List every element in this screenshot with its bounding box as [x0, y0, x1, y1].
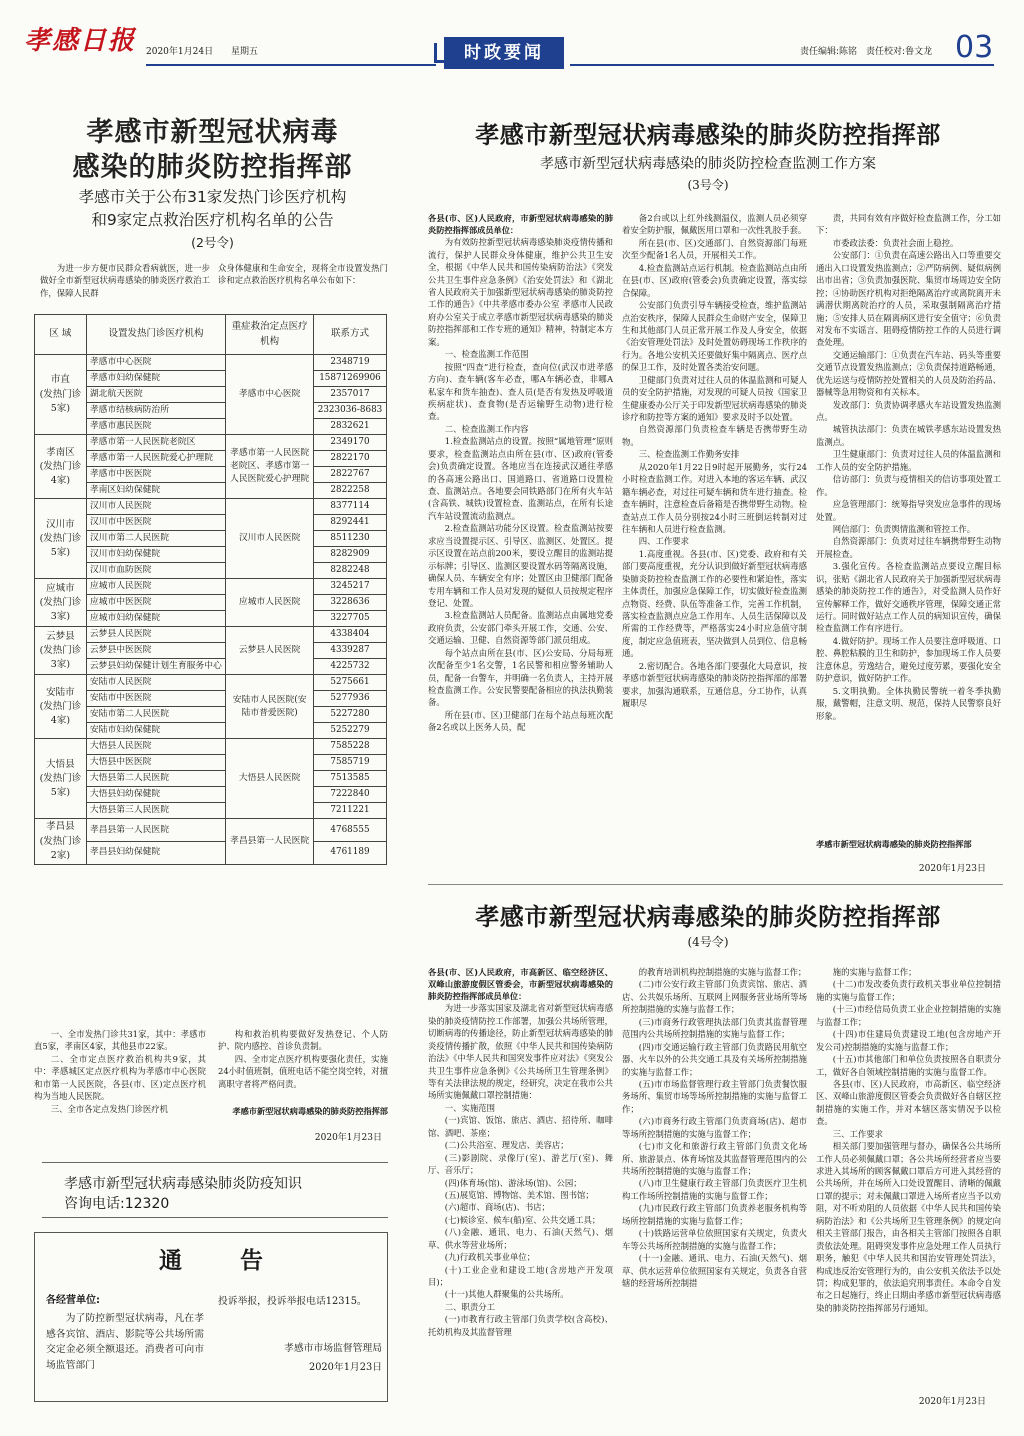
phone-cell: 2349170 [313, 435, 386, 451]
left-intro-col2: 众身体健康和生命安全，现将全市设置发热门诊和定点救治医疗机构名单公布如下： [218, 263, 388, 286]
left-intro-col1: 为进一步方便市民群众看病就医，进一步做好全市新型冠状病毒感染的肺炎医疗救治工作，保障人民群 [40, 263, 210, 298]
table-row [35, 842, 387, 865]
phone-cell: 4761189 [313, 842, 386, 865]
paragraph: 自然资源部门：负责对过往车辆携带野生动物开展检查。 [816, 536, 1001, 559]
phone-cell: 8282909 [313, 547, 386, 563]
phone-cell: 2822767 [313, 467, 386, 483]
paragraph: 卫生健康部门：负责对过往人员的体温监测和工作人员的安全防护措施。 [816, 449, 1001, 472]
clinic-cell: 湖北航天医院 [86, 387, 225, 403]
region-cell: 安陆市 (发热门诊 4家) [35, 675, 87, 739]
hospital-table [34, 314, 387, 865]
clinic-cell: 应城市妇幼保健院 [86, 611, 225, 627]
table-row [35, 611, 387, 627]
table-row [35, 771, 387, 787]
paragraph: 的教育培训机构控制措施的实施与监督工作； [638, 967, 807, 977]
paragraph: 二、职责分工 [444, 1301, 496, 1312]
table-row [35, 563, 387, 579]
paragraph: (十)工业企业和建设工地(含房地产开发项目)； [428, 1264, 613, 1288]
table-row [35, 643, 387, 659]
right-headline-4: 孝感市新型冠状病毒感染的肺炎防控指挥部 [475, 903, 941, 931]
designated-hospital-cell: 孝昌县第一人民医院 [226, 819, 314, 864]
left-headline-line2: 感染的肺炎防控指挥部 [72, 152, 353, 183]
table-row [35, 435, 387, 451]
designated-hospital-cell: 孝感市中心医院 [226, 355, 314, 435]
paragraph: 4.检查监测站点运行机制。检查监测站点由所在县(市、区)政府(管委会)负责确定设置，落实综合保障。 [622, 262, 807, 298]
phone-cell: 7585228 [313, 739, 386, 755]
table-row [35, 627, 387, 643]
clinic-cell: 大悟县人民医院 [86, 739, 225, 755]
paragraph: 卫健部门负责对过往人员的体温监测和可疑人员的安全防护措施，对发现的可疑人员按《国家卫生健康委办公厅关于印发新型冠状病毒感染的肺炎诊疗和防控等方案的通知》要求及时予以处置。 [622, 374, 807, 422]
clinic-cell: 安陆市中医医院 [86, 691, 225, 707]
hotline-title: 孝感市新型冠状病毒感染肺炎防疫知识 [64, 1176, 302, 1192]
paragraph: 发改部门：负责协调孝感火车站设置发热监测点。 [816, 399, 1001, 422]
left-headline-line1: 孝感市新型冠状病毒 [86, 117, 339, 148]
clinic-cell: 孝感市妇幼保健院 [86, 371, 225, 387]
phone-cell: 4768555 [313, 819, 386, 842]
paragraph: (四)体育场(馆)、游泳场(馆)、公园； [444, 1177, 582, 1188]
right-subtitle-3: 孝感市新型冠状病毒感染的肺炎防控检查监测工作方案 [540, 156, 876, 172]
region-cell: 云梦县 (发热门诊 3家) [35, 627, 87, 675]
issue-weekday: 星期五 [231, 47, 259, 57]
paragraph: 责，共同有效有序做好检查监测工作，分工如下： [816, 213, 1001, 236]
section-banner: 时政要闻 [444, 37, 564, 69]
article4-leadin: 各县(市、区)人民政府，市高新区、临空经济区、双峰山旅游度假区管委会，市新型冠状病毒感染的肺炎防控指挥部成员单位： [428, 967, 613, 1002]
paragraph: (六)超市、商场(店)、书店； [444, 1202, 550, 1213]
paragraph: 5.文明执勤。全体执勤民警统一着冬季执勤服，戴警帽，注意文明、规范，保持人民警察良好形象。 [816, 685, 1001, 721]
table-row [35, 659, 387, 675]
clinic-cell: 汉川市中医医院 [86, 515, 225, 531]
paragraph: 二、检查监测工作内容 [444, 423, 529, 434]
paragraph: (八)金融、通讯、电力、石油(天然气)、烟草、供水等营业场所； [428, 1227, 613, 1250]
article3-column2 [622, 212, 807, 710]
clinic-cell: 孝感市第一人民医院爱心护理院 [86, 451, 225, 467]
header-rule-right [570, 64, 994, 66]
left-signature-org: 孝感市新型冠状病毒感染的肺炎防控指挥部 [232, 1106, 388, 1116]
clinic-cell: 孝感市结核病防治所 [86, 403, 225, 419]
designated-hospital-cell: 汉川市人民医院 [226, 499, 314, 579]
clinic-cell: 汉川市人民医院 [86, 499, 225, 515]
paragraph: (八)市卫生健康行政主管部门负责医疗卫生机构工作场所控制措施的实施与监督工作； [622, 1178, 807, 1201]
paragraph: (二)市公安行政主管部门负责宾馆、旅店、酒店、公共娱乐场所、互联网上网服务营业场所等场所控制措施的实施与监督工作； [622, 979, 807, 1015]
table-row [35, 819, 387, 842]
paragraph: 2.检查监测站功能分区设置。检查监测站按要求应当设置提示区、引导区、监测区、处置区。提示区设置在站点前200米，要设立醒目的监测站提示标牌；引导区、监测区要设置水码等隔离设施，确保人员、车辆安全有序；处置区由卫健部门配备专用车辆和工作人员对发现的疑似人员按规定程序登记、处置。 [428, 523, 613, 608]
left-subtitle-line1: 孝感市关于公布31家发热门诊医疗机构 [78, 188, 347, 206]
article4-col1-body [428, 1002, 613, 1338]
phone-cell: 3227705 [313, 611, 386, 627]
header-rule-left [146, 64, 436, 66]
paragraph: 交通运输部门：①负责在汽车站、码头等重要交通节点设置发热监测点；②负责保持道路畅通，优先运送与疫情防控处置相关的人员及防治药品、器械等急用物资和有关标本。 [816, 349, 1001, 398]
paragraph: (七)市文化和旅游行政主管部门负责文化场所、旅游景点、体育场馆及其监督管理范围内的公共场所控制措施的实施与监督工作； [622, 1141, 807, 1176]
hotline-phone: 咨询电话:12320 [64, 1196, 170, 1212]
left-notes-col2 [218, 1028, 388, 1090]
paragraph: (九)市民政行政主管部门负责养老服务机构等场所控制措施的实施与监督工作； [622, 1203, 807, 1226]
table-row [35, 387, 387, 403]
paragraph: (十一)其他人群聚集的公共场所。 [444, 1289, 569, 1300]
table-row [35, 483, 387, 499]
editor-credits: 责任编辑:陈铭 责任校对:鲁文龙 [800, 47, 933, 57]
paragraph: 为有效防控新型冠状病毒感染肺炎疫情传播和流行，保护人民群众身体健康，维护公共卫生安全，根据《中华人民共和国传染病防治法》《突发公共卫生事件应急条例》《治安处罚法》和《湖北省人民政府关于加强新型冠状病毒感染的肺炎防控工作的通告》《中共孝感市委办公室 孝感市人民政府办公室关于成立孝感市新型冠状病毒感染的肺炎防控指挥部和工作专班的通知》精神，特制定本方案。 [428, 237, 613, 347]
clinic-cell: 孝昌县妇幼保健院 [86, 842, 225, 865]
phone-cell: 7585719 [313, 755, 386, 771]
table-row [35, 499, 387, 515]
notice-body-col2: 投诉举报，投诉举报电话12315。 [218, 1296, 367, 1307]
paragraph: (五)展览馆、博物馆、美术馆、图书馆； [444, 1189, 594, 1200]
region-cell: 应城市 (发热门诊 3家) [35, 579, 87, 627]
region-cell: 大悟县 (发热门诊 5家) [35, 739, 87, 819]
paragraph: 各县(市、区)人民政府，市高新区、临空经济区、双峰山旅游度假区管委会负责做好各自辖区控制措施的实施工作，并对本辖区落实情况予以检查。 [816, 1078, 1001, 1127]
phone-cell: 2323036-8683 [313, 403, 386, 419]
table-header-row [35, 315, 387, 355]
paragraph: (十二)市发改委负责行政机关事业单位控制措施的实施与监督工作； [816, 979, 1001, 1002]
region-cell: 孝南区 (发热门诊 4家) [35, 435, 87, 499]
phone-cell: 4338404 [313, 627, 386, 643]
table-row [35, 675, 387, 691]
paragraph: 按照“四查”进行检查，查向位(武汉市进孝感方向)、查车辆(客车必查，哪A车辆必查，非哪A私家车和货车抽查)、查人员(是否有发热及呼吸道疾病症状)、查食物(是否运输野生动物)进行检查。 [428, 361, 613, 422]
clinic-cell: 大悟县妇幼保健院 [86, 787, 225, 803]
paragraph: 一、实施范围 [444, 1102, 496, 1113]
article4-column3 [816, 966, 1001, 1314]
phone-cell: 8511230 [313, 531, 386, 547]
table-row [35, 787, 387, 803]
article-divider [428, 884, 1003, 885]
clinic-cell: 云梦县中医医院 [86, 643, 225, 659]
paragraph: (一)市教育行政主管部门负责学校(含高校)、托幼机构及其监督管理 [428, 1314, 613, 1337]
clinic-cell: 安陆市妇幼保健院 [86, 723, 225, 739]
article4-column1 [428, 966, 613, 1338]
paragraph: 市委政法委：负责社会面上稳控。 [832, 237, 959, 248]
paragraph: (三)市商务行政管理执法部门负责其监督管理范围内公共场所控制措施的实施与监督工作； [622, 1016, 807, 1040]
paragraph: 1.高度重视。各县(市、区)党委、政府和有关部门要高度重视，充分认识到做好新型冠状病毒感染肺炎防控检查监测工作的必要性和紧迫性，落实主体责任，加强应急保障工作，切实做好检查监测点物资、经费、队伍等准备工作，完善工作机制，落实检查监测点应急工作用车、人员生活保障以及所需的工作经费等，严格落实24小时应急值守制度，制定应急值班表，坚决做到人员到位、信息畅通。 [622, 548, 807, 659]
phone-cell: 4339287 [313, 643, 386, 659]
phone-cell: 15871269906 [313, 371, 386, 387]
notice-body-col1: 为了防控新型冠状病毒，凡在孝感各宾馆、酒店、影院等公共场所需交定金必须全额退还。消费者可向市场监管部门 [46, 1313, 204, 1372]
clinic-cell: 孝感市中心医院 [86, 355, 225, 371]
table-row [35, 371, 387, 387]
clinic-cell: 孝感市中医医院 [86, 467, 225, 483]
region-cell: 汉川市 (发热门诊 5家) [35, 499, 87, 579]
left-signature-date: 2020年1月23日 [314, 1133, 382, 1143]
table-row [35, 419, 387, 435]
article3-leadin: 各县(市、区)人民政府，市新型冠状病毒感染的肺炎防控指挥部成员单位： [428, 213, 613, 236]
right-order-3: (3号令) [687, 178, 729, 192]
phone-cell: 7211221 [313, 803, 386, 819]
clinic-cell: 云梦县妇幼保健计划生育服务中心 [86, 659, 225, 675]
left-subtitle-line2: 和9家定点救治医疗机构名单的公告 [91, 211, 334, 229]
paragraph: 3.检查监测站人员配备。监测站点由属地党委政府负责，公安部门牵头开展工作，交通、公安、交通运输、卫健、自然资源等部门派员组成。 [428, 610, 613, 646]
paragraph: (一)宾馆、饭馆、旅店、酒店、招待所、咖啡馆、酒吧、茶座； [428, 1115, 613, 1138]
table-row [35, 755, 387, 771]
designated-hospital-cell: 安陆市人民医院(安陆市普爱医院) [226, 675, 314, 739]
paragraph: 备2台或以上红外线测温仪，监测人员必须穿着安全防护服，佩戴医用口罩和一次性乳胶手套。 [622, 213, 807, 236]
phone-cell: 8377114 [313, 499, 386, 515]
paragraph: 一、全市发热门诊共31家，其中：孝感市直5家，孝南区4家，其他县市22家。 [34, 1029, 206, 1052]
paragraph: 四、工作要求 [638, 536, 690, 547]
header-designated: 重症救治定点医疗机构 [226, 315, 314, 355]
region-cell: 孝昌县 (发热门诊 2家) [35, 819, 87, 864]
clinic-cell: 应城市中医医院 [86, 595, 225, 611]
phone-cell: 5252279 [313, 723, 386, 739]
paragraph: 四、全市定点医疗机构要强化责任，实施24小时值班制，值班电话不能空岗空转，对擅离职守者将严格问责。 [218, 1053, 388, 1089]
phone-cell: 2348719 [313, 355, 386, 371]
paragraph: 所在县(市、区)交通部门、自然资源部门每班次至少配备1名人员，开展相关工作。 [622, 237, 807, 261]
clinic-cell: 孝感市第一人民医院老院区 [86, 435, 225, 451]
header-phone: 联系方式 [313, 315, 386, 355]
paragraph: 二、全市定点医疗救治机构共9家，其中：孝感城区定点医疗机构为孝感市中心医院和市第一人民医院，各县(市、区)定点医疗机构为当地人民医院。 [34, 1053, 206, 1102]
clinic-cell: 云梦县人民医院 [86, 627, 225, 643]
clinic-cell: 安陆市第二人民医院 [86, 707, 225, 723]
paragraph: (六)市商务行政主管部门负责商场(店)、超市等场所控制措施的实施与监督工作； [622, 1116, 807, 1139]
paragraph: 公安部门：①负责在高速公路出入口等重要交通出入口设置发热监测点；②严防病例、疑似病例出市出省；③负责加强医院、集贸市场周边安全防控；④协助医疗机构对拒绝隔离治疗或离院离开未满潜伏期离院治疗的人员，采取强制隔离治疗措施；⑤安排人员在隔离病区进行安全值守；⑥负责对发布不实谣言、阻碍疫情防控工作的人员进行调查处理。 [816, 250, 1001, 348]
phone-cell: 2822170 [313, 451, 386, 467]
designated-hospital-cell: 应城市人民医院 [226, 579, 314, 627]
paragraph: 施的实施与监督工作； [832, 967, 917, 977]
table-row [35, 467, 387, 483]
region-cell: 市直 (发热门诊 5家) [35, 355, 87, 435]
article3-signature-org: 孝感市新型冠状病毒感染的肺炎防控指挥部 [816, 839, 972, 849]
hospital-table-body [35, 355, 387, 865]
right-order-4: (4号令) [687, 935, 729, 949]
clinic-cell: 汉川市血防医院 [86, 563, 225, 579]
phone-cell: 2832621 [313, 419, 386, 435]
table-row [35, 531, 387, 547]
paragraph: 每个站点由所在县(市、区)公安局、分局每班次配备至少1名交警，1名民警和相应警务辅助人员，配备一台警车，并明确一名负责人，主持开展检查监测工作。公安民警要配备相应的执法执勤装备。 [428, 647, 613, 708]
notice-signature-date: 2020年1月23日 [308, 1362, 382, 1373]
designated-hospital-cell: 孝感市第一人民医院老院区、孝感市第一人民医院爱心护理院 [226, 435, 314, 499]
left-notes-col1 [34, 1028, 206, 1115]
notice-title: 通告 [159, 1248, 321, 1274]
paragraph: 信访部门：负责与疫情相关的信访事项处置工作。 [816, 474, 1001, 497]
paragraph: 三、工作要求 [832, 1128, 884, 1139]
table-row [35, 595, 387, 611]
notice-signature-org: 孝感市市场监督管理局 [284, 1343, 382, 1354]
clinic-cell: 大悟县第三人民医院 [86, 803, 225, 819]
paragraph: (九)行政机关事业单位； [444, 1252, 536, 1263]
right-headline-3: 孝感市新型冠状病毒感染的肺炎防控指挥部 [475, 121, 941, 149]
article3-column1 [428, 212, 613, 734]
page-number: 03 [955, 30, 994, 65]
phone-cell: 2822258 [313, 483, 386, 499]
issue-date: 2020年1月24日 [146, 47, 214, 57]
paragraph: (十五)市其他部门和单位负责按照各自职责分工，做好各自领域控制措施的实施与监督工作。 [816, 1054, 1001, 1077]
clinic-cell: 孝昌县第一人民医院 [86, 819, 225, 842]
article3-signature-date: 2020年1月23日 [918, 864, 986, 874]
paragraph: (十四)市住建局负责建设工地(包含房地产开发公司)控制措施的实施与监督工作； [816, 1029, 1001, 1052]
paragraph: 从2020年1月22日9时起开展勤务，实行24小时检查监测工作。对进入本地的客运车辆、武汉籍车辆必查，对过往可疑车辆和货车进行抽查。检查车辆时，注意检查后备箱是否携带野生动物。检查站点工作人员分别按24小时三班倒运转制对过往车辆和人员进行检查监测。 [622, 461, 807, 534]
table-row [35, 579, 387, 595]
paragraph: 一、检查监测工作范围 [444, 349, 529, 360]
paragraph: 自然资源部门负责检查车辆是否携带野生动物。 [622, 424, 807, 447]
paragraph: 城管执法部门：负责在城铁孝感东站设置发热监测点。 [816, 424, 1001, 447]
phone-cell: 7513585 [313, 771, 386, 787]
paragraph: (三)影剧院、录像厅(室)、游艺厅(室)、舞厅、音乐厅； [428, 1152, 613, 1176]
paragraph: (十)铁路运营单位依照国家有关规定，负责火车等公共场所控制措施的实施与监督工作； [622, 1228, 807, 1251]
paragraph: 构和救治机构要做好发热登记、个人防护、院内感控、首诊负责制。 [218, 1029, 388, 1052]
phone-cell: 5275661 [313, 675, 386, 691]
article3-column3 [816, 212, 1001, 722]
table-row [35, 355, 387, 371]
clinic-cell: 孝南区妇幼保健院 [86, 483, 225, 499]
clinic-cell: 汉川市妇幼保健院 [86, 547, 225, 563]
paragraph: 2.密切配合。各地各部门要强化大局意识，按孝感市新型冠状病毒感染的肺炎防控指挥部的部署要求，加强沟通联系，互通信息，分工协作，认真履职尽 [622, 660, 807, 709]
article4-column2 [622, 966, 807, 1289]
clinic-cell: 应城市人民医院 [86, 579, 225, 595]
phone-cell: 7222840 [313, 787, 386, 803]
notice-addressee: 各经营单位: [46, 1295, 100, 1306]
paragraph: (五)市市场监督管理行政主管部门负责餐饮服务场所、集贸市场等场所控制措施的实施与监督工作； [622, 1078, 807, 1114]
phone-cell: 3245217 [313, 579, 386, 595]
paragraph: (十一)金融、通讯、电力、石油(天然气)、烟草、供水运营单位依照国家有关规定，负责各自营辖的经营场所控制措 [622, 1253, 807, 1288]
phone-cell: 8292441 [313, 515, 386, 531]
table-row [35, 403, 387, 419]
paragraph: 三、检查监测工作勤务安排 [638, 449, 740, 460]
table-row [35, 707, 387, 723]
phone-cell: 5227280 [313, 707, 386, 723]
clinic-cell: 汉川市第二人民医院 [86, 531, 225, 547]
paragraph: 1.检查监测站点的设置。按照“属地管理”原则要求，检查监测站点由所在县(市、区)政府(管委会)负责确定设置。各地应当在连接武汉通往孝感的各高速公路出口、国道路口、省道路口设置检查、监测站点。各地要会同铁路部门在所有火车站(含高铁、城铁)设置检查、监测站点，在所有长途汽车站设置流动监测点。 [428, 436, 613, 521]
phone-cell: 3228636 [313, 595, 386, 611]
paragraph: (四)市交通运输行政主管部门负责路民用航空器、火车以外的公共交通工具及有关场所控制措施的实施与监督工作； [622, 1041, 807, 1077]
paragraph: 相关部门要加强管理与督办，确保各公共场所工作人员必须佩戴口罩；各公共场所经营者应当要求进入其场所的顾客佩戴口罩后方可进入其经营的公共场所，并在场所入口处设置醒目、清晰的佩戴口罩的提示；对未佩戴口罩进入场所者应当予以劝阻，对不听劝阻的人员依据《中华人民共和国传染病防治法》和《公共场所卫生管理条例》的规定向相关主管部门报告，由各相关主管部门按照各自职责依法处理。阻碍突发事件应急处理工作人员执行职务，触犯《中华人民共和国治安管理处罚法》，构成违反治安管理行为的，由公安机关依法予以处罚；构成犯罪的，依法追究刑事责任。本命令自发布之日起施行，终止日期由孝感市新型冠状病毒感染的肺炎防控指挥部另行通知。 [816, 1141, 1001, 1313]
table-row [35, 547, 387, 563]
table-row [35, 515, 387, 531]
paragraph: 公安部门负责引导车辆接受检查，维护监测站点治安秩序，保障人民群众生命财产安全，保障卫生和其他部门人员正常开展工作及人身安全，依据《治安管理处罚法》及时处置妨碍现场工作秩序的行为。各地公安机关还要做好集中隔离点、医疗点的保卫工作，及时处置各类治安问题。 [622, 300, 807, 373]
paragraph: 网信部门：负责舆情监测和管控工作。 [832, 523, 976, 534]
table-row [35, 691, 387, 707]
paragraph: (二)公共浴室、理发店、美容店； [444, 1140, 569, 1151]
newspaper-logo: 孝感日报 [24, 26, 137, 56]
left-order-number: (2号令) [191, 235, 234, 250]
phone-cell: 5277936 [313, 691, 386, 707]
clinic-cell: 孝感市惠民医院 [86, 419, 225, 435]
clinic-cell: 大悟县第二人民医院 [86, 771, 225, 787]
clinic-cell: 大悟县中医医院 [86, 755, 225, 771]
table-row [35, 739, 387, 755]
paragraph: 所在县(市、区)卫健部门在每个站点每班次配备2名或以上医务人员，配 [428, 709, 613, 733]
header-region: 区 域 [35, 315, 87, 355]
designated-hospital-cell: 云梦县人民医院 [226, 627, 314, 675]
article3-col1-body [428, 236, 613, 734]
phone-cell: 2357017 [313, 387, 386, 403]
paragraph: 为进一步落实国家及湖北省对新型冠状病毒感染的肺炎疫情防控工作部署，加强公共场所管理，切断病毒的传播途径，防止新型冠状病毒感染的肺炎疫情传播扩散，依照《中华人民共和国传染病防治法》《中华人民共和国突发事件应对法》《突发公共卫生事件应急条例》《公共场所卫生管理条例》等有关法律法规的规定，经研究，决定在我市公共场所实施佩戴口罩控制措施： [428, 1003, 613, 1101]
paragraph: (十三)市经信局负责工业企业控制措施的实施与监督工作； [816, 1004, 1001, 1027]
paragraph: 3.强化宣传。各检查监测站点要设立醒目标识，张贴《湖北省人民政府关于加强新型冠状病毒感染的肺炎防控工作的通告》，对受监测人员作好宣传解释工作，做好交通秩序管理，保障交通正常运行。同时做好站点工作人员的病知识宣传，确保检查监测工作有序进行。 [816, 561, 1001, 634]
phone-cell: 8282248 [313, 563, 386, 579]
table-row [35, 451, 387, 467]
paragraph: 4.做好防护。现场工作人员要注意呼吸道、口腔、鼻腔粘膜的卫生和防护，参加现场工作人员要注意休息，劳逸结合，避免过度劳累，要强化安全防护意识，做好防护工作。 [816, 635, 1001, 684]
table-row [35, 803, 387, 819]
table-row [35, 723, 387, 739]
header-clinics: 设置发热门诊医疗机构 [86, 315, 225, 355]
designated-hospital-cell: 大悟县人民医院 [226, 739, 314, 819]
paragraph: (七)候诊室、候车(船)室、公共交通工具； [444, 1214, 601, 1225]
article4-signature-date: 2020年1月23日 [918, 1397, 986, 1407]
clinic-cell: 安陆市人民医院 [86, 675, 225, 691]
paragraph: 三、全市各定点发热门诊医疗机 [50, 1103, 169, 1114]
phone-cell: 4225732 [313, 659, 386, 675]
paragraph: 应急管理部门：统筹指导突发应急事件的现场处置。 [816, 499, 1001, 522]
